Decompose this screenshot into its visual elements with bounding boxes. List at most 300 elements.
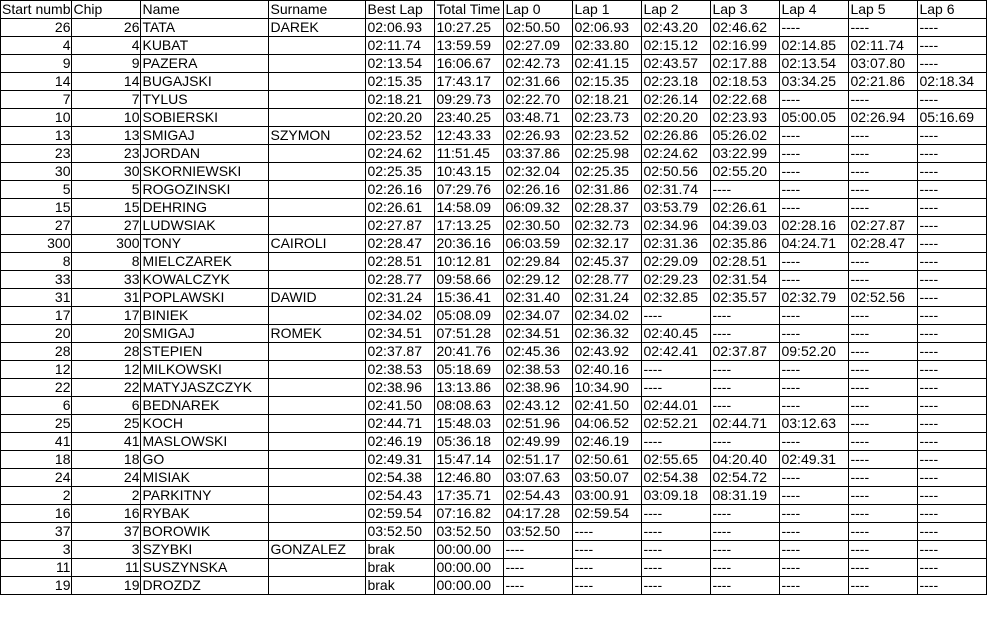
cell-lap-5: 02:26.94 [849, 109, 918, 127]
cell-lap-5: ---- [849, 451, 918, 469]
cell-lap-6: ---- [918, 379, 987, 397]
cell-surname [269, 145, 366, 163]
cell-name: BUGAJSKI [141, 73, 269, 91]
cell-start-number: 6 [1, 397, 72, 415]
cell-surname: CAIROLI [269, 235, 366, 253]
table-row [1, 19, 987, 37]
cell-lap-6: ---- [918, 19, 987, 37]
cell-lap-2: 02:31.74 [642, 181, 711, 199]
cell-best-lap: 02:34.02 [366, 307, 435, 325]
cell-lap-1: 02:41.50 [573, 397, 642, 415]
cell-total-time: 08:08.63 [435, 397, 504, 415]
cell-lap-3: 02:35.86 [711, 235, 780, 253]
cell-lap-3: 02:17.88 [711, 55, 780, 73]
cell-surname [269, 91, 366, 109]
cell-lap-3: ---- [711, 559, 780, 577]
cell-lap-4: ---- [780, 91, 849, 109]
cell-lap-5: ---- [849, 433, 918, 451]
cell-name: PAZERA [141, 55, 269, 73]
cell-chip: 5 [72, 181, 141, 199]
cell-lap-6: ---- [918, 145, 987, 163]
cell-lap-3: 02:22.68 [711, 91, 780, 109]
cell-lap-0: 02:22.70 [504, 91, 573, 109]
cell-name: SUSZYNSKA [141, 559, 269, 577]
cell-total-time: 00:00.00 [435, 541, 504, 559]
cell-lap-4: ---- [780, 559, 849, 577]
cell-lap-6: ---- [918, 505, 987, 523]
cell-start-number: 26 [1, 19, 72, 37]
cell-lap-0: 03:37.86 [504, 145, 573, 163]
cell-surname [269, 361, 366, 379]
cell-lap-0: 02:30.50 [504, 217, 573, 235]
cell-lap-2: 02:52.21 [642, 415, 711, 433]
cell-best-lap: 02:34.51 [366, 325, 435, 343]
cell-lap-4: ---- [780, 397, 849, 415]
cell-lap-4: 03:34.25 [780, 73, 849, 91]
cell-lap-5: ---- [849, 343, 918, 361]
cell-lap-2: 02:44.01 [642, 397, 711, 415]
cell-name: TATA [141, 19, 269, 37]
cell-lap-5: ---- [849, 379, 918, 397]
cell-lap-5: ---- [849, 181, 918, 199]
cell-lap-3: 02:18.53 [711, 73, 780, 91]
cell-name: DROZDZ [141, 577, 269, 595]
cell-lap-1: 04:06.52 [573, 415, 642, 433]
table-row [1, 199, 987, 217]
cell-lap-5: 02:52.56 [849, 289, 918, 307]
cell-lap-0: 02:31.66 [504, 73, 573, 91]
cell-lap-1: 02:32.73 [573, 217, 642, 235]
cell-lap-1: 10:34.90 [573, 379, 642, 397]
table-row [1, 433, 987, 451]
cell-lap-4: ---- [780, 271, 849, 289]
cell-lap-5: ---- [849, 469, 918, 487]
column-header-lap-0: Lap 0 [504, 1, 573, 19]
table-row [1, 55, 987, 73]
cell-lap-0: 03:52.50 [504, 523, 573, 541]
cell-lap-2: 02:20.20 [642, 109, 711, 127]
cell-lap-5: ---- [849, 91, 918, 109]
cell-lap-2: 02:32.85 [642, 289, 711, 307]
cell-lap-2: 02:23.18 [642, 73, 711, 91]
cell-best-lap: 02:28.77 [366, 271, 435, 289]
cell-lap-0: 02:32.04 [504, 163, 573, 181]
cell-lap-5: 02:28.47 [849, 235, 918, 253]
cell-lap-0: 02:51.17 [504, 451, 573, 469]
cell-name: MASLOWSKI [141, 433, 269, 451]
cell-lap-2: 02:43.57 [642, 55, 711, 73]
cell-start-number: 33 [1, 271, 72, 289]
cell-start-number: 300 [1, 235, 72, 253]
cell-total-time: 17:35.71 [435, 487, 504, 505]
cell-lap-1: 02:15.35 [573, 73, 642, 91]
column-header-name: Name [141, 1, 269, 19]
cell-surname [269, 343, 366, 361]
table-row [1, 253, 987, 271]
cell-start-number: 27 [1, 217, 72, 235]
cell-start-number: 28 [1, 343, 72, 361]
header-row [1, 1, 987, 19]
cell-total-time: 09:29.73 [435, 91, 504, 109]
cell-lap-3: 04:39.03 [711, 217, 780, 235]
column-header-lap-1: Lap 1 [573, 1, 642, 19]
cell-lap-6: ---- [918, 253, 987, 271]
cell-total-time: 15:47.14 [435, 451, 504, 469]
cell-total-time: 07:51.28 [435, 325, 504, 343]
cell-lap-0: ---- [504, 541, 573, 559]
column-header-lap-2: Lap 2 [642, 1, 711, 19]
cell-chip: 3 [72, 541, 141, 559]
column-header-surname: Surname [269, 1, 366, 19]
cell-name: SOBIERSKI [141, 109, 269, 127]
cell-start-number: 25 [1, 415, 72, 433]
cell-best-lap: 02:46.19 [366, 433, 435, 451]
cell-lap-3: ---- [711, 577, 780, 595]
cell-lap-4: 05:00.05 [780, 109, 849, 127]
cell-total-time: 12:43.33 [435, 127, 504, 145]
cell-lap-5: ---- [849, 307, 918, 325]
cell-name: ROGOZINSKI [141, 181, 269, 199]
cell-total-time: 16:06.67 [435, 55, 504, 73]
cell-lap-4: ---- [780, 523, 849, 541]
cell-lap-6: ---- [918, 163, 987, 181]
cell-total-time: 00:00.00 [435, 559, 504, 577]
cell-lap-5: ---- [849, 523, 918, 541]
cell-lap-5: ---- [849, 145, 918, 163]
cell-lap-4: 03:12.63 [780, 415, 849, 433]
table-row [1, 577, 987, 595]
cell-total-time: 05:18.69 [435, 361, 504, 379]
cell-chip: 26 [72, 19, 141, 37]
cell-lap-1: 02:43.92 [573, 343, 642, 361]
cell-lap-1: 02:23.52 [573, 127, 642, 145]
cell-name: TYLUS [141, 91, 269, 109]
cell-lap-1: 02:23.73 [573, 109, 642, 127]
cell-best-lap: 02:26.16 [366, 181, 435, 199]
cell-start-number: 24 [1, 469, 72, 487]
cell-name: BEDNAREK [141, 397, 269, 415]
cell-lap-6: ---- [918, 415, 987, 433]
cell-surname [269, 505, 366, 523]
cell-lap-3: ---- [711, 397, 780, 415]
cell-surname [269, 37, 366, 55]
cell-lap-0: 03:48.71 [504, 109, 573, 127]
cell-lap-3: 02:55.20 [711, 163, 780, 181]
cell-start-number: 8 [1, 253, 72, 271]
cell-name: SMIGAJ [141, 127, 269, 145]
cell-lap-4: ---- [780, 577, 849, 595]
cell-start-number: 11 [1, 559, 72, 577]
cell-lap-2: 02:26.86 [642, 127, 711, 145]
cell-lap-4: ---- [780, 127, 849, 145]
cell-name: KOWALCZYK [141, 271, 269, 289]
table-row [1, 379, 987, 397]
cell-name: SKORNIEWSKI [141, 163, 269, 181]
cell-best-lap: 02:38.53 [366, 361, 435, 379]
cell-chip: 28 [72, 343, 141, 361]
cell-lap-2: ---- [642, 379, 711, 397]
cell-lap-2: ---- [642, 577, 711, 595]
cell-total-time: 07:16.82 [435, 505, 504, 523]
cell-best-lap: 02:20.20 [366, 109, 435, 127]
cell-chip: 18 [72, 451, 141, 469]
cell-start-number: 7 [1, 91, 72, 109]
column-header-chip: Chip [72, 1, 141, 19]
table-row [1, 127, 987, 145]
cell-lap-4: ---- [780, 307, 849, 325]
cell-surname [269, 73, 366, 91]
cell-start-number: 4 [1, 37, 72, 55]
cell-lap-6: 02:18.34 [918, 73, 987, 91]
column-header-lap-3: Lap 3 [711, 1, 780, 19]
cell-chip: 30 [72, 163, 141, 181]
cell-lap-6: ---- [918, 469, 987, 487]
cell-lap-0: 02:45.36 [504, 343, 573, 361]
cell-start-number: 2 [1, 487, 72, 505]
cell-chip: 7 [72, 91, 141, 109]
cell-surname: DAREK [269, 19, 366, 37]
cell-lap-3: 02:35.57 [711, 289, 780, 307]
cell-start-number: 15 [1, 199, 72, 217]
cell-name: MIELCZAREK [141, 253, 269, 271]
cell-name: TONY [141, 235, 269, 253]
cell-name: BOROWIK [141, 523, 269, 541]
cell-surname [269, 55, 366, 73]
cell-surname [269, 415, 366, 433]
cell-start-number: 41 [1, 433, 72, 451]
cell-lap-4: ---- [780, 19, 849, 37]
cell-chip: 20 [72, 325, 141, 343]
cell-lap-4: ---- [780, 325, 849, 343]
cell-name: BINIEK [141, 307, 269, 325]
cell-chip: 17 [72, 307, 141, 325]
cell-best-lap: 02:38.96 [366, 379, 435, 397]
cell-total-time: 20:41.76 [435, 343, 504, 361]
cell-best-lap: 02:27.87 [366, 217, 435, 235]
cell-surname [269, 433, 366, 451]
table-body [1, 19, 987, 595]
cell-name: SMIGAJ [141, 325, 269, 343]
cell-total-time: 15:48.03 [435, 415, 504, 433]
cell-lap-0: 02:50.50 [504, 19, 573, 37]
cell-best-lap: 02:23.52 [366, 127, 435, 145]
cell-lap-6: ---- [918, 37, 987, 55]
cell-lap-1: 02:25.35 [573, 163, 642, 181]
cell-lap-3: ---- [711, 325, 780, 343]
cell-lap-3: 05:26.02 [711, 127, 780, 145]
cell-best-lap: 02:41.50 [366, 397, 435, 415]
cell-chip: 41 [72, 433, 141, 451]
cell-total-time: 05:36.18 [435, 433, 504, 451]
cell-chip: 12 [72, 361, 141, 379]
cell-lap-3: ---- [711, 361, 780, 379]
cell-lap-0: 02:54.43 [504, 487, 573, 505]
cell-lap-4: 04:24.71 [780, 235, 849, 253]
cell-lap-6: ---- [918, 199, 987, 217]
cell-lap-3: 02:44.71 [711, 415, 780, 433]
cell-chip: 15 [72, 199, 141, 217]
cell-lap-2: ---- [642, 433, 711, 451]
cell-total-time: 10:12.81 [435, 253, 504, 271]
cell-lap-2: ---- [642, 307, 711, 325]
cell-start-number: 20 [1, 325, 72, 343]
cell-best-lap: 02:18.21 [366, 91, 435, 109]
cell-lap-4: ---- [780, 469, 849, 487]
cell-total-time: 17:43.17 [435, 73, 504, 91]
cell-total-time: 20:36.16 [435, 235, 504, 253]
cell-chip: 13 [72, 127, 141, 145]
cell-lap-4: ---- [780, 181, 849, 199]
cell-chip: 37 [72, 523, 141, 541]
cell-lap-0: ---- [504, 577, 573, 595]
cell-lap-4: 02:28.16 [780, 217, 849, 235]
table-row [1, 451, 987, 469]
cell-name: RYBAK [141, 505, 269, 523]
cell-chip: 4 [72, 37, 141, 55]
cell-lap-0: 02:26.93 [504, 127, 573, 145]
cell-lap-5: ---- [849, 559, 918, 577]
cell-lap-2: 02:15.12 [642, 37, 711, 55]
table-row [1, 469, 987, 487]
cell-chip: 31 [72, 289, 141, 307]
cell-lap-1: 02:59.54 [573, 505, 642, 523]
cell-best-lap: 02:54.38 [366, 469, 435, 487]
cell-surname: DAWID [269, 289, 366, 307]
cell-lap-3: 04:20.40 [711, 451, 780, 469]
cell-surname [269, 577, 366, 595]
cell-name: SZYBKI [141, 541, 269, 559]
cell-lap-1: 03:50.07 [573, 469, 642, 487]
cell-start-number: 19 [1, 577, 72, 595]
cell-chip: 33 [72, 271, 141, 289]
cell-lap-3: ---- [711, 505, 780, 523]
cell-best-lap: brak [366, 541, 435, 559]
cell-lap-2: 02:50.56 [642, 163, 711, 181]
cell-surname: ROMEK [269, 325, 366, 343]
cell-surname [269, 217, 366, 235]
cell-lap-2: 02:42.41 [642, 343, 711, 361]
cell-total-time: 13:59.59 [435, 37, 504, 55]
cell-chip: 14 [72, 73, 141, 91]
cell-total-time: 07:29.76 [435, 181, 504, 199]
table-row [1, 559, 987, 577]
cell-total-time: 00:00.00 [435, 577, 504, 595]
cell-lap-3: 02:31.54 [711, 271, 780, 289]
cell-surname [269, 307, 366, 325]
cell-lap-0: 02:29.84 [504, 253, 573, 271]
cell-name: PARKITNY [141, 487, 269, 505]
table-row [1, 163, 987, 181]
cell-surname [269, 397, 366, 415]
cell-name: KOCH [141, 415, 269, 433]
cell-start-number: 9 [1, 55, 72, 73]
cell-name: KUBAT [141, 37, 269, 55]
cell-total-time: 05:08.09 [435, 307, 504, 325]
cell-best-lap: 03:52.50 [366, 523, 435, 541]
cell-lap-2: ---- [642, 523, 711, 541]
cell-best-lap: 02:44.71 [366, 415, 435, 433]
cell-lap-4: ---- [780, 379, 849, 397]
cell-lap-0: 06:03.59 [504, 235, 573, 253]
cell-best-lap: 02:31.24 [366, 289, 435, 307]
cell-start-number: 30 [1, 163, 72, 181]
cell-lap-5: ---- [849, 487, 918, 505]
cell-lap-1: 02:18.21 [573, 91, 642, 109]
cell-lap-6: ---- [918, 523, 987, 541]
cell-lap-3: 08:31.19 [711, 487, 780, 505]
cell-lap-4: ---- [780, 487, 849, 505]
cell-best-lap: 02:28.51 [366, 253, 435, 271]
cell-lap-2: ---- [642, 541, 711, 559]
cell-start-number: 13 [1, 127, 72, 145]
cell-chip: 22 [72, 379, 141, 397]
cell-lap-5: ---- [849, 415, 918, 433]
cell-best-lap: 02:06.93 [366, 19, 435, 37]
table-row [1, 487, 987, 505]
cell-lap-4: 09:52.20 [780, 343, 849, 361]
cell-lap-4: ---- [780, 505, 849, 523]
cell-lap-6: ---- [918, 91, 987, 109]
cell-lap-6: ---- [918, 217, 987, 235]
cell-lap-6: ---- [918, 397, 987, 415]
cell-lap-6: ---- [918, 325, 987, 343]
cell-chip: 8 [72, 253, 141, 271]
cell-total-time: 10:43.15 [435, 163, 504, 181]
cell-surname [269, 469, 366, 487]
cell-start-number: 18 [1, 451, 72, 469]
cell-lap-4: 02:14.85 [780, 37, 849, 55]
cell-lap-5: ---- [849, 253, 918, 271]
cell-best-lap: 02:28.47 [366, 235, 435, 253]
table-row [1, 361, 987, 379]
cell-lap-1: 02:50.61 [573, 451, 642, 469]
cell-lap-6: ---- [918, 181, 987, 199]
cell-start-number: 37 [1, 523, 72, 541]
cell-total-time: 12:46.80 [435, 469, 504, 487]
table-row [1, 325, 987, 343]
cell-name: DEHRING [141, 199, 269, 217]
cell-lap-6: 05:16.69 [918, 109, 987, 127]
cell-lap-3: 03:22.99 [711, 145, 780, 163]
cell-lap-2: 02:26.14 [642, 91, 711, 109]
cell-lap-1: 02:31.86 [573, 181, 642, 199]
cell-lap-5: 03:07.80 [849, 55, 918, 73]
cell-surname [269, 163, 366, 181]
cell-lap-6: ---- [918, 559, 987, 577]
cell-lap-1: 02:28.37 [573, 199, 642, 217]
cell-lap-3: 02:54.72 [711, 469, 780, 487]
cell-best-lap: 02:54.43 [366, 487, 435, 505]
cell-lap-6: ---- [918, 487, 987, 505]
cell-lap-0: 02:27.09 [504, 37, 573, 55]
cell-lap-5: ---- [849, 163, 918, 181]
table-row [1, 217, 987, 235]
cell-lap-2: ---- [642, 559, 711, 577]
table-row [1, 505, 987, 523]
cell-surname [269, 253, 366, 271]
column-header-lap-6: Lap 6 [918, 1, 987, 19]
cell-lap-1: 02:46.19 [573, 433, 642, 451]
cell-lap-1: 02:41.15 [573, 55, 642, 73]
cell-lap-5: ---- [849, 271, 918, 289]
cell-surname [269, 181, 366, 199]
cell-surname [269, 487, 366, 505]
column-header-lap-4: Lap 4 [780, 1, 849, 19]
cell-surname [269, 199, 366, 217]
cell-best-lap: 02:13.54 [366, 55, 435, 73]
cell-lap-4: ---- [780, 361, 849, 379]
cell-start-number: 3 [1, 541, 72, 559]
